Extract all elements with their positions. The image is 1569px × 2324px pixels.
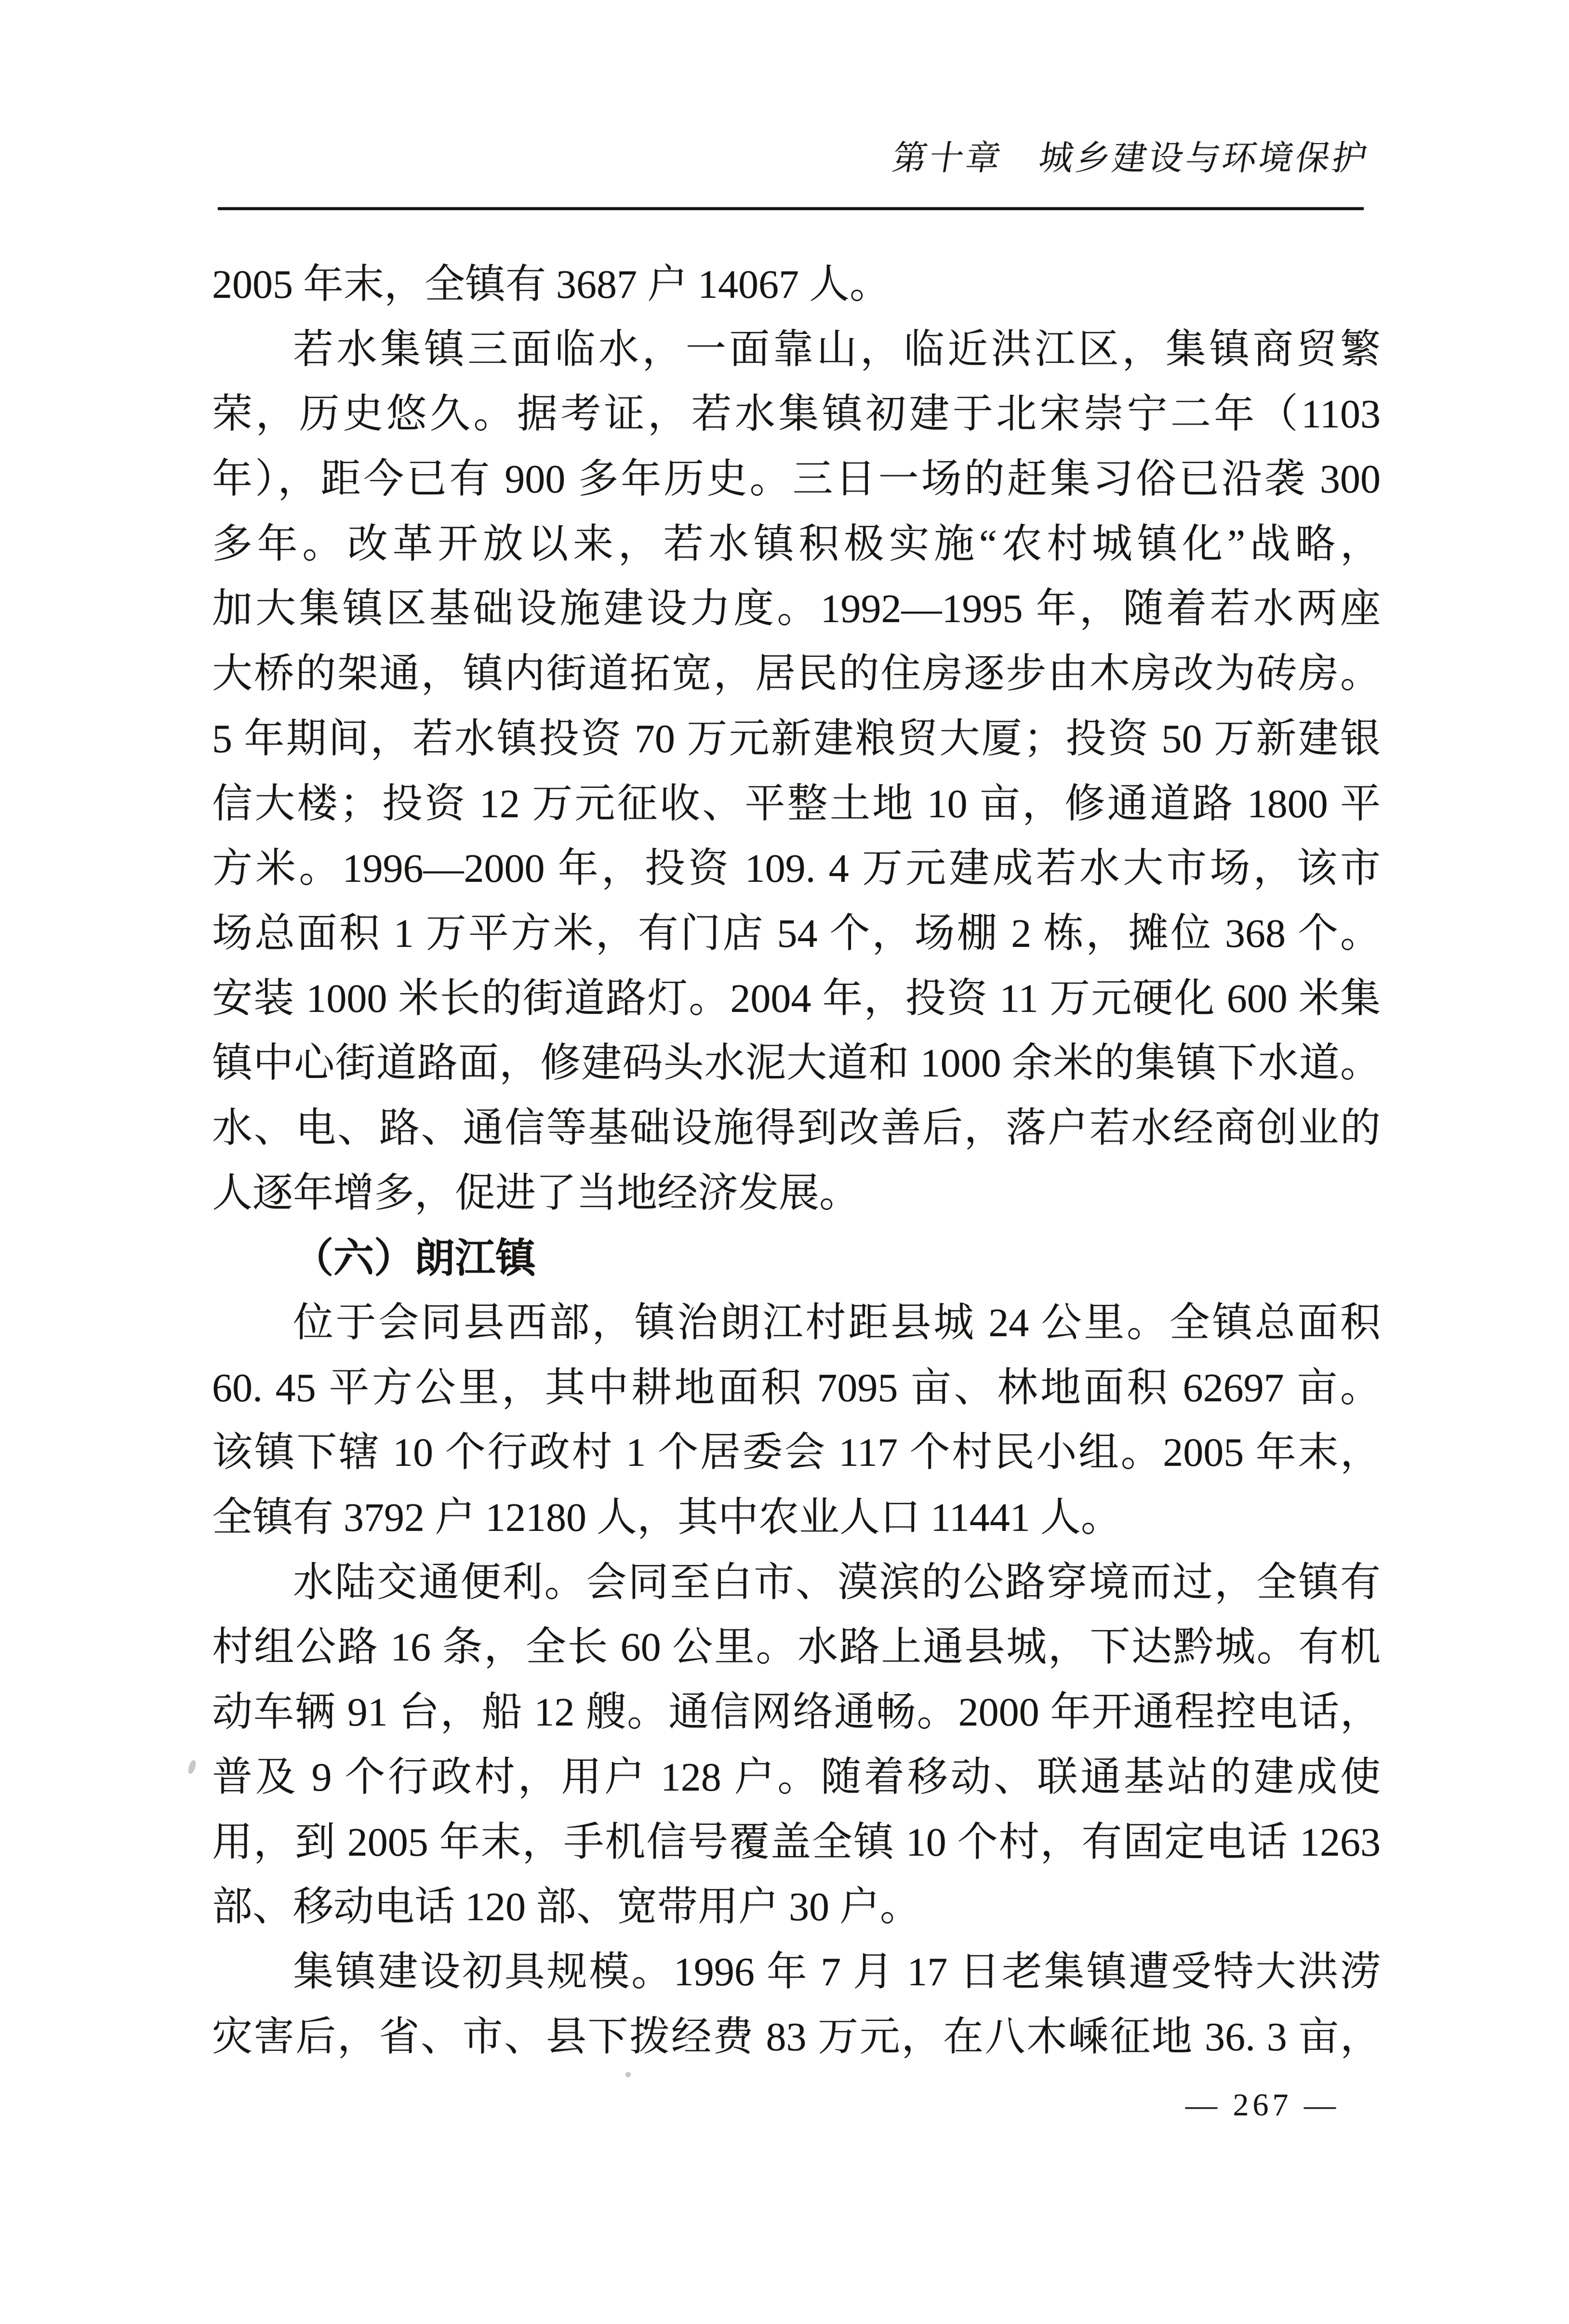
- body-text: [212, 252, 1381, 2070]
- running-header: 第十章 城乡建设与环境保护: [890, 140, 1372, 177]
- text-line: 灾害后，省、市、县下拨经费 83 万元，在八木嵊征地 36. 3 亩，: [212, 2014, 1381, 2059]
- text-line: 该镇下辖 10 个行政村 1 个居委会 117 个村民小组。2005 年末，: [212, 1430, 1381, 1475]
- text-line: 多年。改革开放以来，若水镇积极实施“农村城镇化”战略，: [212, 521, 1381, 567]
- text-line: 加大集镇区基础设施建设力度。1992—1995 年，随着若水两座: [212, 586, 1381, 632]
- text-line: 普及 9 个行政村，用户 128 户。随着移动、联通基站的建成使: [212, 1754, 1381, 1800]
- text-line: 动车辆 91 台，船 12 艘。通信网络通畅。2000 年开通程控电话，: [212, 1690, 1381, 1735]
- scan-artifact-dot: [625, 2072, 631, 2077]
- text-line: 若水集镇三面临水，一面靠山，临近洪江区，集镇商贸繁: [293, 327, 1381, 372]
- text-line: 人逐年增多，促进了当地经济发展。: [212, 1170, 860, 1216]
- text-line: 全镇有 3792 户 12180 人，其中农业人口 11441 人。: [212, 1495, 1121, 1540]
- text-line: 信大楼；投资 12 万元征收、平整土地 10 亩，修通道路 1800 平: [212, 781, 1381, 826]
- text-line: 部、移动电话 120 部、宽带用户 30 户。: [212, 1885, 921, 1930]
- text-line: 集镇建设初具规模。1996 年 7 月 17 日老集镇遭受特大洪涝: [293, 1949, 1381, 1994]
- text-line: 位于会同县西部，镇治朗江村距县城 24 公里。全镇总面积: [293, 1301, 1381, 1345]
- text-line: 方米。1996—2000 年，投资 109. 4 万元建成若水大市场，该市: [212, 846, 1381, 891]
- scan-artifact-speck: [187, 1759, 198, 1775]
- text-line: 用，到 2005 年末，手机信号覆盖全镇 10 个村，有固定电话 1263: [212, 1819, 1381, 1865]
- header-rule: [218, 207, 1364, 210]
- text-line: 2005 年末，全镇有 3687 户 14067 人。: [212, 262, 891, 307]
- section-heading: （六）朗江镇: [293, 1235, 536, 1281]
- text-line: 水陆交通便利。会同至白市、漠滨的公路穿境而过，全镇有: [293, 1560, 1381, 1605]
- text-line: 年），距今已有 900 多年历史。三日一场的赶集习俗已沿袭 300: [212, 457, 1381, 502]
- text-line: 村组公路 16 条，全长 60 公里。水路上通县城，下达黔城。有机: [212, 1625, 1381, 1670]
- text-line: 安装 1000 米长的街道路灯。2004 年，投资 11 万元硬化 600 米集: [212, 976, 1381, 1021]
- text-line: 场总面积 1 万平方米，有门店 54 个，场棚 2 栋，摊位 368 个。: [212, 911, 1381, 956]
- text-line: 镇中心街道路面，修建码头水泥大道和 1000 余米的集镇下水道。: [212, 1041, 1381, 1086]
- text-line: 荣，历史悠久。据考证，若水集镇初建于北宋崇宁二年（1103: [212, 392, 1381, 437]
- page-number: — 267 —: [1185, 2087, 1340, 2123]
- text-line: 大桥的架通，镇内街道拓宽，居民的住房逐步由木房改为砖房。: [212, 651, 1381, 697]
- text-line: 60. 45 平方公里，其中耕地面积 7095 亩、林地面积 62697 亩。: [212, 1365, 1381, 1410]
- text-line: 5 年期间，若水镇投资 70 万元新建粮贸大厦；投资 50 万新建银: [212, 716, 1381, 761]
- text-line: 水、电、路、通信等基础设施得到改善后，落户若水经商创业的: [212, 1105, 1381, 1151]
